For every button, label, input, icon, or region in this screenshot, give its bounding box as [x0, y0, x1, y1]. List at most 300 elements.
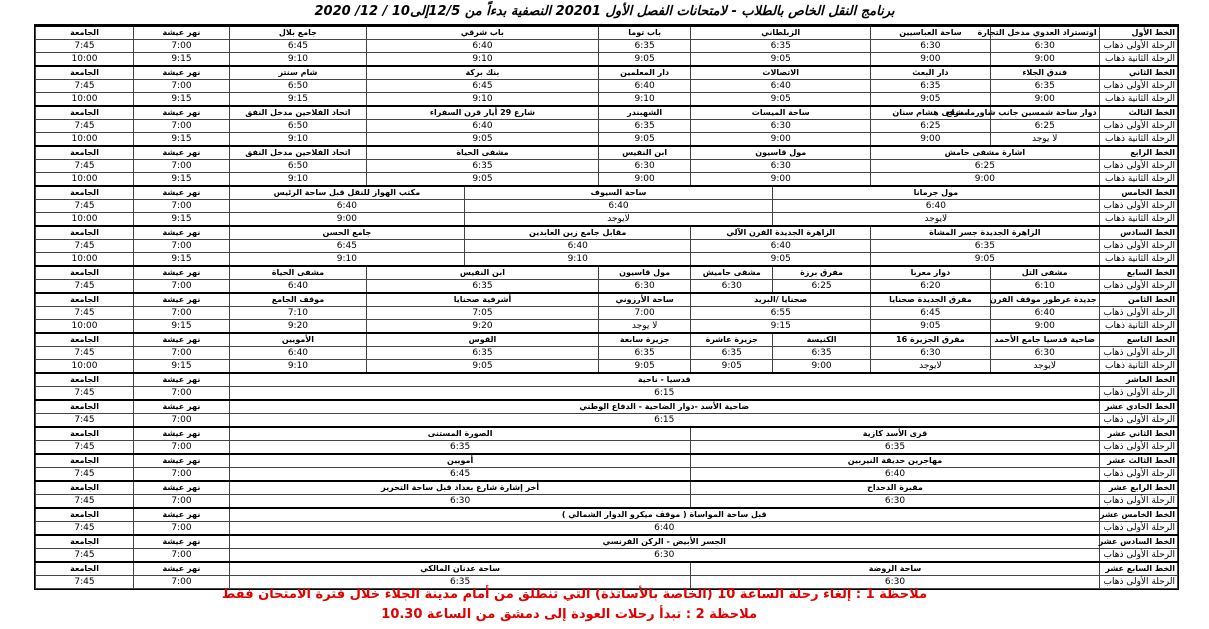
nahr-aisha-time: 9:15 [134, 213, 230, 227]
trip-row [36, 414, 1178, 428]
trip-label: الرحلة الأولى ذهاب [1099, 576, 1177, 589]
trip-label: الرحلة الثانية ذهاب [1099, 320, 1177, 334]
stop-name: الكنيسة [773, 333, 871, 347]
trip-time: 6:40 [773, 200, 1100, 213]
trip-time: 6:25 [871, 120, 991, 133]
nahr-aisha-time: 9:15 [134, 53, 230, 67]
university-time: 7:45 [36, 387, 134, 401]
stop-name: القوس [367, 333, 599, 347]
trip-time: 6:40 [464, 200, 772, 213]
trip-time: 6:40 [367, 40, 599, 53]
trip-time: لا يوجد [990, 133, 1099, 147]
line-name: الخط العاشر [1099, 373, 1177, 387]
line-header-row [36, 333, 1178, 347]
trip-time: 6:30 [990, 347, 1099, 360]
trip-time: 6:30 [871, 347, 991, 360]
stop-name: الزبلطاني [691, 26, 871, 40]
trip-time: 9:05 [871, 93, 991, 107]
nahr-aisha-time: 7:00 [134, 40, 230, 53]
nahr-aisha-time: 7:00 [134, 160, 230, 173]
trip-time: 6:40 [229, 347, 366, 360]
trip-row [36, 53, 1178, 67]
trip-label: الرحلة الأولى ذهاب [1099, 549, 1177, 563]
trip-row [36, 280, 1178, 294]
university-time: 7:45 [36, 576, 134, 589]
stop-name: أمويين [229, 454, 691, 468]
trip-time: 9:05 [598, 133, 691, 147]
line-name: الخط الثامن [1099, 293, 1177, 307]
trip-time: 6:40 [229, 522, 1099, 536]
trip-time: 6:35 [691, 441, 1099, 455]
stop-name: مفرق الجزيرة 16 [871, 333, 991, 347]
stop-name: مشفى هشام سنان [871, 106, 991, 120]
nahr-aisha-time: 7:00 [134, 120, 230, 133]
trip-time: 6:35 [598, 120, 691, 133]
nahr-aisha-header: نهر عيشة [134, 146, 230, 160]
trip-time: 9:05 [871, 320, 991, 334]
trip-row [36, 441, 1178, 455]
trip-row [36, 387, 1178, 401]
page-title: برنامج النقل الخاص بالطلاب - لامتحانات الفصل الأول 20201 النصفية بدءاً من 12/5إلى10 / 12/ 2020 [314, 4, 895, 19]
trip-time: 9:05 [367, 173, 599, 187]
trip-time: 6:30 [691, 160, 871, 173]
trip-label: الرحلة الأولى ذهاب [1099, 160, 1177, 173]
trip-time: 6:35 [773, 347, 871, 360]
trip-row [36, 549, 1178, 563]
trip-time: 9:10 [229, 173, 366, 187]
university-header: الجامعة [36, 146, 134, 160]
trip-time: 9:05 [691, 93, 871, 107]
trip-label: الرحلة الأولى ذهاب [1099, 387, 1177, 401]
nahr-aisha-header: نهر عيشة [134, 508, 230, 522]
nahr-aisha-time: 9:15 [134, 360, 230, 374]
line-header-row [36, 562, 1178, 576]
university-time: 7:45 [36, 280, 134, 294]
trip-label: الرحلة الثانية ذهاب [1099, 53, 1177, 67]
stop-name: مشفى الحياة [229, 266, 366, 280]
trip-time: لا يوجد [598, 320, 691, 334]
trip-label: الرحلة الأولى ذهاب [1099, 347, 1177, 360]
trip-row [36, 133, 1178, 147]
stop-name: الجسر الأبيض - الركن الفرنسي [229, 535, 1099, 549]
trip-time: 6:40 [464, 240, 690, 253]
trip-time: 6:50 [229, 120, 366, 133]
line-name: الخط الرابع [1099, 146, 1177, 160]
trip-label: الرحلة الثانية ذهاب [1099, 253, 1177, 267]
trip-time: 9:05 [598, 360, 691, 374]
line-header-row [36, 293, 1178, 307]
university-header: الجامعة [36, 481, 134, 495]
nahr-aisha-time: 7:00 [134, 200, 230, 213]
trip-time: 9:05 [367, 360, 599, 374]
trip-row [36, 40, 1178, 53]
nahr-aisha-header: نهر عيشة [134, 186, 230, 200]
trip-time: 6:35 [691, 40, 871, 53]
trip-time: 6:30 [598, 160, 691, 173]
trip-label: الرحلة الأولى ذهاب [1099, 280, 1177, 294]
trip-time: 7:00 [598, 307, 691, 320]
stop-name: صحنايا /البريد [691, 293, 871, 307]
stop-name: اوتستراد العدوي مدخل التجارة [990, 26, 1099, 40]
stop-name: ضاحية الأسد -دوار الضاحية - الدفاع الوطني [229, 400, 1099, 414]
trip-time: 9:00 [691, 173, 871, 187]
trip-time: 6:35 [871, 240, 1100, 253]
stop-name: مهاجرين حديقة النيربين [691, 454, 1099, 468]
trip-time: 6:40 [229, 200, 464, 213]
trip-time: 9:05 [367, 133, 599, 147]
stop-name: جديدة عرطوز موقف الفرن [990, 293, 1099, 307]
stop-name: الزاهرة الجديدة الفرن الآلي [691, 226, 871, 240]
trip-time: 6:20 [871, 280, 991, 294]
university-header: الجامعة [36, 427, 134, 441]
university-time: 10:00 [36, 173, 134, 187]
nahr-aisha-time: 9:15 [134, 253, 230, 267]
trip-time: 9:10 [598, 93, 691, 107]
line-header-row [36, 66, 1178, 80]
trip-label: الرحلة الأولى ذهاب [1099, 240, 1177, 253]
trip-row [36, 93, 1178, 107]
stop-name: ساحة العباسيين [871, 26, 991, 40]
trip-label: الرحلة الأولى ذهاب [1099, 468, 1177, 482]
trip-label: الرحلة الأولى ذهاب [1099, 120, 1177, 133]
stop-name: مشفى التل [990, 266, 1099, 280]
stop-name: قرى الأسد كازية [691, 427, 1099, 441]
line-header-row [36, 454, 1178, 468]
trip-label: الرحلة الأولى ذهاب [1099, 40, 1177, 53]
line-header-row [36, 26, 1178, 40]
nahr-aisha-header: نهر عيشة [134, 562, 230, 576]
stop-name: مقابل جامع زين العابدين [464, 226, 690, 240]
university-time: 10:00 [36, 320, 134, 334]
trip-time: 9:00 [773, 360, 871, 374]
trip-time: 7:10 [229, 307, 366, 320]
nahr-aisha-time: 7:00 [134, 522, 230, 536]
trip-label: الرحلة الثانية ذهاب [1099, 213, 1177, 227]
trip-row [36, 522, 1178, 536]
nahr-aisha-header: نهر عيشة [134, 535, 230, 549]
stop-name: الاتصالات [691, 66, 871, 80]
trip-time: 9:20 [367, 320, 599, 334]
university-time: 7:45 [36, 80, 134, 93]
line-name: الخط الحادي عشر [1099, 400, 1177, 414]
stop-name: الشهبندر [598, 106, 691, 120]
stop-name: باب توما [598, 26, 691, 40]
university-time: 7:45 [36, 549, 134, 563]
trip-time: لايوجد [871, 360, 991, 374]
trip-time: 9:10 [367, 53, 599, 67]
stop-name: بنك بركة [367, 66, 599, 80]
trip-time: 7:05 [367, 307, 599, 320]
stop-name: قبل ساحة المواساة ( موقف ميكرو الدوار الشمالي ) [229, 508, 1099, 522]
university-time: 7:45 [36, 200, 134, 213]
university-header: الجامعة [36, 535, 134, 549]
trip-time: 6:40 [691, 468, 1099, 482]
trip-time: 6:25 [773, 280, 871, 294]
trip-time: 9:00 [871, 53, 991, 67]
line-header-row [36, 226, 1178, 240]
trip-time: 9:15 [691, 320, 871, 334]
stop-name: جزيرة سابعة [598, 333, 691, 347]
nahr-aisha-time: 7:00 [134, 576, 230, 589]
stop-name: أخر إشارة شارع بغداد قبل ساحة التحرير [229, 481, 691, 495]
university-time: 7:45 [36, 441, 134, 455]
line-header-row [36, 106, 1178, 120]
stop-name: دوار ساحة شمسين جانب شاورما مزاج [990, 106, 1099, 120]
stop-name: فندق الجلاء [990, 66, 1099, 80]
trip-time: 6:30 [229, 495, 691, 509]
trip-time: 6:35 [990, 80, 1099, 93]
university-time: 10:00 [36, 53, 134, 67]
stop-name: دوار معربا [871, 266, 991, 280]
stop-name: ساحة الروضة [691, 562, 1099, 576]
line-header-row [36, 400, 1178, 414]
university-header: الجامعة [36, 26, 134, 40]
trip-row [36, 347, 1178, 360]
nahr-aisha-time: 9:15 [134, 173, 230, 187]
line-name: الخط السابع [1099, 266, 1177, 280]
trip-time: 9:05 [691, 253, 871, 267]
stop-name: جامع بلال [229, 26, 366, 40]
stop-name: مول قاسيون [691, 146, 871, 160]
trip-row [36, 213, 1178, 227]
university-time: 7:45 [36, 40, 134, 53]
nahr-aisha-header: نهر عيشة [134, 333, 230, 347]
line-name: الخط السادس [1099, 226, 1177, 240]
nahr-aisha-header: نهر عيشة [134, 400, 230, 414]
trip-time: 6:40 [691, 240, 871, 253]
line-header-row [36, 481, 1178, 495]
university-time: 7:45 [36, 414, 134, 428]
trip-time: 6:45 [229, 468, 691, 482]
nahr-aisha-time: 7:00 [134, 387, 230, 401]
schedule-table [35, 25, 1178, 589]
trip-time: 9:05 [691, 53, 871, 67]
trip-time: 9:00 [871, 173, 1100, 187]
university-time: 7:45 [36, 160, 134, 173]
stop-name: باب شرقي [367, 26, 599, 40]
line-name: الخط الأول [1099, 26, 1177, 40]
trip-time: 6:30 [229, 549, 1099, 563]
line-header-row [36, 146, 1178, 160]
trip-time: 6:15 [229, 414, 1099, 428]
trip-label: الرحلة الأولى ذهاب [1099, 200, 1177, 213]
nahr-aisha-header: نهر عيشة [134, 106, 230, 120]
trip-row [36, 320, 1178, 334]
nahr-aisha-header: نهر عيشة [134, 66, 230, 80]
trip-time: 6:35 [367, 280, 599, 294]
stop-name: اشارة مشفى حامش [871, 146, 1100, 160]
trip-time: 6:35 [871, 80, 991, 93]
trip-time: لايوجد [464, 213, 772, 227]
trip-time: 6:35 [691, 347, 773, 360]
line-header-row [36, 535, 1178, 549]
nahr-aisha-header: نهر عيشة [134, 481, 230, 495]
line-header-row [36, 266, 1178, 280]
trip-row [36, 307, 1178, 320]
stop-name: جزيرة عاشرة [691, 333, 773, 347]
university-time: 7:45 [36, 240, 134, 253]
stop-name: مشفى حاميش [691, 266, 773, 280]
trip-label: الرحلة الأولى ذهاب [1099, 495, 1177, 509]
nahr-aisha-time: 7:00 [134, 414, 230, 428]
trip-time: 6:35 [367, 347, 599, 360]
trip-label: الرحلة الثانية ذهاب [1099, 93, 1177, 107]
trip-time: 9:10 [464, 253, 690, 267]
nahr-aisha-time: 9:15 [134, 320, 230, 334]
stop-name: مفرق برزة [773, 266, 871, 280]
trip-label: الرحلة الأولى ذهاب [1099, 80, 1177, 93]
stop-name: ساحة عدنان المالكي [229, 562, 691, 576]
line-header-row [36, 186, 1178, 200]
university-header: الجامعة [36, 508, 134, 522]
trip-time: 9:10 [367, 93, 599, 107]
trip-row [36, 80, 1178, 93]
trip-time: 6:35 [229, 576, 691, 589]
trip-time: 9:10 [229, 253, 464, 267]
trip-time: 6:45 [871, 307, 991, 320]
university-time: 10:00 [36, 93, 134, 107]
trip-time: 9:00 [229, 213, 464, 227]
trip-time: 6:55 [691, 307, 871, 320]
trip-time: 6:35 [367, 160, 599, 173]
trip-row [36, 253, 1178, 267]
stop-name: الصورة المستنى [229, 427, 691, 441]
nahr-aisha-time: 7:00 [134, 468, 230, 482]
line-name: الخط السابع عشر [1099, 562, 1177, 576]
trip-time: 6:50 [229, 80, 366, 93]
stop-name: ساحة الميسات [691, 106, 871, 120]
stop-name: اتحاد الفلاحين مدخل النفق [229, 106, 366, 120]
trip-time: 6:25 [990, 120, 1099, 133]
stop-name: شارع 29 أيار قرن السفراء [367, 106, 599, 120]
stop-name: ابن النفيس [367, 266, 599, 280]
trip-time: 9:10 [229, 133, 366, 147]
stop-name: موقف الجامع [229, 293, 366, 307]
trip-label: الرحلة الثانية ذهاب [1099, 173, 1177, 187]
note-1: ملاحظة 1 : إلغاء رحلة الساعة 10 (الخاصة بالأساتذة) التي تنطلق من أمام مدينة الجلاء خلال فترة الامتحان فقط [221, 587, 927, 602]
trip-time: 6:40 [691, 80, 871, 93]
university-header: الجامعة [36, 333, 134, 347]
university-header: الجامعة [36, 266, 134, 280]
trip-row [36, 120, 1178, 133]
university-time: 7:45 [36, 307, 134, 320]
trip-time: 9:10 [229, 360, 366, 374]
trip-time: 9:00 [990, 93, 1099, 107]
trip-label: الرحلة الأولى ذهاب [1099, 414, 1177, 428]
nahr-aisha-time: 7:00 [134, 549, 230, 563]
nahr-aisha-time: 9:15 [134, 93, 230, 107]
trip-time: 6:35 [598, 40, 691, 53]
university-time: 7:45 [36, 522, 134, 536]
stop-name: أشرفية صحنايا [367, 293, 599, 307]
trip-time: 9:05 [598, 53, 691, 67]
trip-time: 6:10 [990, 280, 1099, 294]
line-header-row [36, 427, 1178, 441]
university-time: 7:45 [36, 347, 134, 360]
nahr-aisha-time: 7:00 [134, 280, 230, 294]
notes [34, 585, 1177, 625]
stop-name: مكتب الهواز للنقل قبل ساحة الرئيس [229, 186, 464, 200]
stop-name: مول جرمانا [773, 186, 1100, 200]
nahr-aisha-header: نهر عيشة [134, 226, 230, 240]
trip-time: 9:05 [691, 360, 773, 374]
trip-time: 9:05 [871, 253, 1100, 267]
trip-row [36, 240, 1178, 253]
trip-time: 9:00 [598, 173, 691, 187]
trip-row [36, 495, 1178, 509]
trip-time: 6:40 [990, 307, 1099, 320]
nahr-aisha-time: 7:00 [134, 80, 230, 93]
line-name: الخط الخامس [1099, 186, 1177, 200]
trip-row [36, 160, 1178, 173]
trip-time: 6:30 [871, 40, 991, 53]
trip-label: الرحلة الأولى ذهاب [1099, 522, 1177, 536]
stop-name: دار المعلمين [598, 66, 691, 80]
trip-time: 9:00 [691, 133, 871, 147]
university-header: الجامعة [36, 106, 134, 120]
stop-name: ضاحية قدسيا جامع الأحمد [990, 333, 1099, 347]
university-time: 10:00 [36, 360, 134, 374]
trip-label: الرحلة الأولى ذهاب [1099, 441, 1177, 455]
trip-time: 6:50 [229, 160, 366, 173]
line-name: الخط التاسع [1099, 333, 1177, 347]
line-header-row [36, 373, 1178, 387]
stop-name: ابن النفيس [598, 146, 691, 160]
line-name: الخط السادس عشر [1099, 535, 1177, 549]
nahr-aisha-time: 7:00 [134, 495, 230, 509]
university-time: 7:45 [36, 468, 134, 482]
trip-time: 6:30 [691, 120, 871, 133]
university-header: الجامعة [36, 66, 134, 80]
trip-row [36, 173, 1178, 187]
nahr-aisha-time: 7:00 [134, 347, 230, 360]
university-header: الجامعة [36, 562, 134, 576]
note-2: ملاحظة 2 : تبدأ رحلات العودة إلى دمشق من الساعة 10.30 [381, 607, 757, 622]
trip-row [36, 360, 1178, 374]
nahr-aisha-time: 9:15 [134, 133, 230, 147]
university-time: 10:00 [36, 253, 134, 267]
trip-time: 6:35 [598, 347, 691, 360]
university-header: الجامعة [36, 226, 134, 240]
trip-time: 9:00 [990, 320, 1099, 334]
university-header: الجامعة [36, 373, 134, 387]
nahr-aisha-header: نهر عيشة [134, 293, 230, 307]
nahr-aisha-header: نهر عيشة [134, 266, 230, 280]
stop-name: شام سنتر [229, 66, 366, 80]
nahr-aisha-header: نهر عيشة [134, 454, 230, 468]
trip-time: 6:45 [367, 80, 599, 93]
nahr-aisha-time: 7:00 [134, 307, 230, 320]
trip-time: 6:15 [229, 387, 1099, 401]
stop-name: الأمويين [229, 333, 366, 347]
university-time: 7:45 [36, 120, 134, 133]
stop-name: مول قاسيون [598, 266, 691, 280]
trip-time: 6:30 [990, 40, 1099, 53]
trip-time: 9:10 [229, 53, 366, 67]
trip-time: 6:25 [871, 160, 1100, 173]
nahr-aisha-header: نهر عيشة [134, 427, 230, 441]
university-time: 10:00 [36, 213, 134, 227]
university-time: 7:45 [36, 495, 134, 509]
trip-label: الرحلة الثانية ذهاب [1099, 360, 1177, 374]
trip-label: الرحلة الثانية ذهاب [1099, 133, 1177, 147]
trip-time: 6:35 [229, 441, 691, 455]
trip-time: 6:40 [598, 80, 691, 93]
schedule-frame [34, 24, 1179, 590]
university-header: الجامعة [36, 186, 134, 200]
trip-time: 9:00 [871, 133, 991, 147]
nahr-aisha-time: 7:00 [134, 240, 230, 253]
